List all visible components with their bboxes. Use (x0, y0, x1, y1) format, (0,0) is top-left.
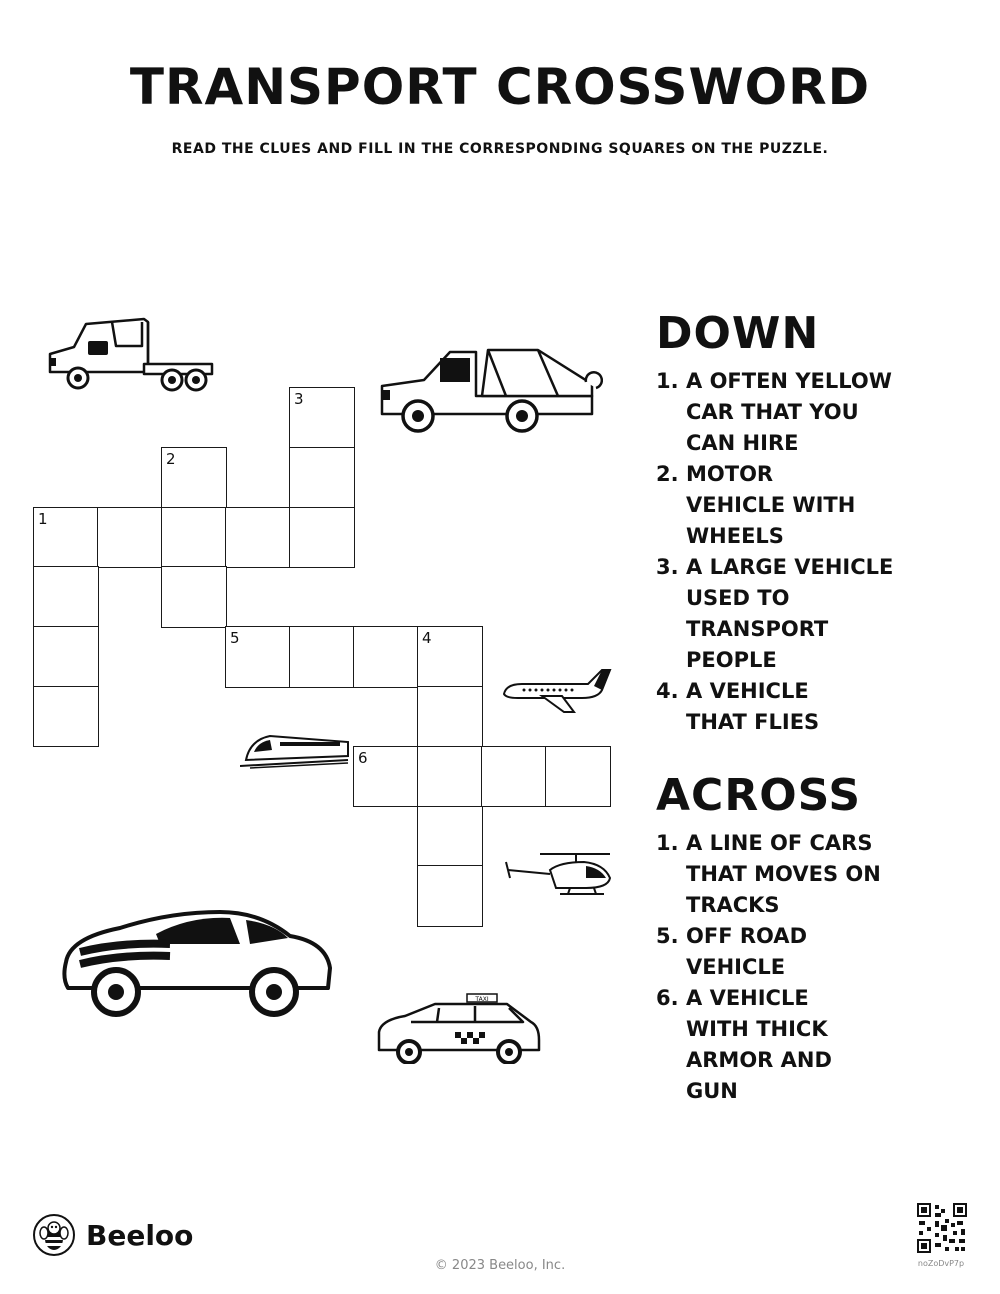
clue-number: 2. (656, 462, 679, 486)
crossword-cell[interactable] (161, 447, 227, 508)
crossword-cell[interactable] (289, 626, 355, 687)
qr-code-label: noZoDvP7p (917, 1259, 965, 1268)
cell-number: 1 (38, 509, 48, 528)
down-clue-2 (656, 459, 956, 552)
clue-text: A LINE OF CARS THAT MOVES ON TRACKS (686, 831, 881, 917)
train-icon (240, 730, 352, 770)
crossword-cell[interactable] (161, 566, 227, 627)
clue-text: A LARGE VEHICLE USED TO TRANSPORT PEOPLE (686, 555, 894, 672)
bee-logo-icon (32, 1213, 76, 1257)
crossword-cell[interactable] (481, 746, 547, 807)
taxi-icon (375, 992, 543, 1064)
down-clue-3 (656, 552, 956, 676)
crossword-cell[interactable] (97, 507, 163, 568)
down-section (656, 308, 956, 738)
clue-number: 1. (656, 369, 679, 393)
airplane-icon (502, 668, 612, 716)
clue-number: 6. (656, 986, 679, 1010)
clue-text: A VEHICLE WITH THICK ARMOR AND GUN (686, 986, 832, 1103)
brand-logo (32, 1213, 193, 1257)
crossword-cell[interactable] (545, 746, 611, 807)
clue-number: 5. (656, 924, 679, 948)
across-section (656, 770, 956, 1107)
crossword-cell[interactable] (417, 746, 483, 807)
down-clue-4 (656, 676, 956, 738)
helicopter-icon (500, 848, 615, 900)
crossword-cell[interactable] (33, 686, 99, 747)
crossword-cell[interactable] (33, 566, 99, 627)
across-clue-6 (656, 983, 956, 1107)
crossword-cell[interactable] (161, 507, 227, 568)
down-heading: DOWN (656, 308, 820, 359)
brand-name: Beeloo (86, 1218, 194, 1252)
semi-truck-icon (44, 314, 216, 396)
crossword-cell[interactable] (353, 746, 419, 807)
crossword-cell[interactable] (417, 626, 483, 687)
cell-number: 4 (422, 629, 432, 648)
crossword-cell[interactable] (225, 626, 291, 687)
cell-number: 6 (358, 748, 368, 767)
clue-text: A VEHICLE THAT FLIES (686, 679, 820, 734)
copyright: © 2023 Beeloo, Inc. (434, 1258, 566, 1273)
clue-text: A OFTEN YELLOW CAR THAT YOU CAN HIRE (686, 369, 892, 455)
clue-number: 4. (656, 679, 679, 703)
taxi-sign-text: TAXI (475, 996, 489, 1003)
cell-number: 3 (294, 390, 304, 408)
crossword-cell[interactable] (225, 507, 291, 568)
qr-code-icon (917, 1203, 967, 1253)
crossword-cell[interactable] (289, 507, 355, 568)
crossword-cell[interactable] (417, 865, 483, 926)
crossword-cell[interactable] (417, 806, 483, 867)
page-title: TRANSPORT CROSSWORD (129, 58, 871, 116)
tow-truck-icon (378, 344, 603, 436)
crossword-cell[interactable] (353, 626, 419, 687)
crossword-cell[interactable] (417, 686, 483, 747)
cell-number: 2 (166, 449, 176, 468)
down-clue-1 (656, 366, 956, 459)
across-clue-5 (656, 921, 956, 983)
crossword-cell[interactable] (289, 447, 355, 508)
clues-panel (656, 308, 956, 1107)
cell-number: 5 (230, 629, 240, 648)
clue-text: MOTOR VEHICLE WITH WHEELS (686, 462, 856, 548)
crossword-cell[interactable] (33, 507, 99, 568)
across-heading: ACROSS (656, 770, 862, 821)
clue-number: 1. (656, 831, 679, 855)
instructions: READ THE CLUES AND FILL IN THE CORRESPONDING SQUARES ON THE PUZZLE. (171, 141, 829, 157)
crossword-cell[interactable] (289, 387, 355, 448)
clue-number: 3. (656, 555, 679, 579)
crossword-cell[interactable] (33, 626, 99, 687)
clue-text: OFF ROAD VEHICLE (686, 924, 807, 979)
across-clue-1 (656, 828, 956, 921)
sports-car-icon (60, 908, 335, 1020)
